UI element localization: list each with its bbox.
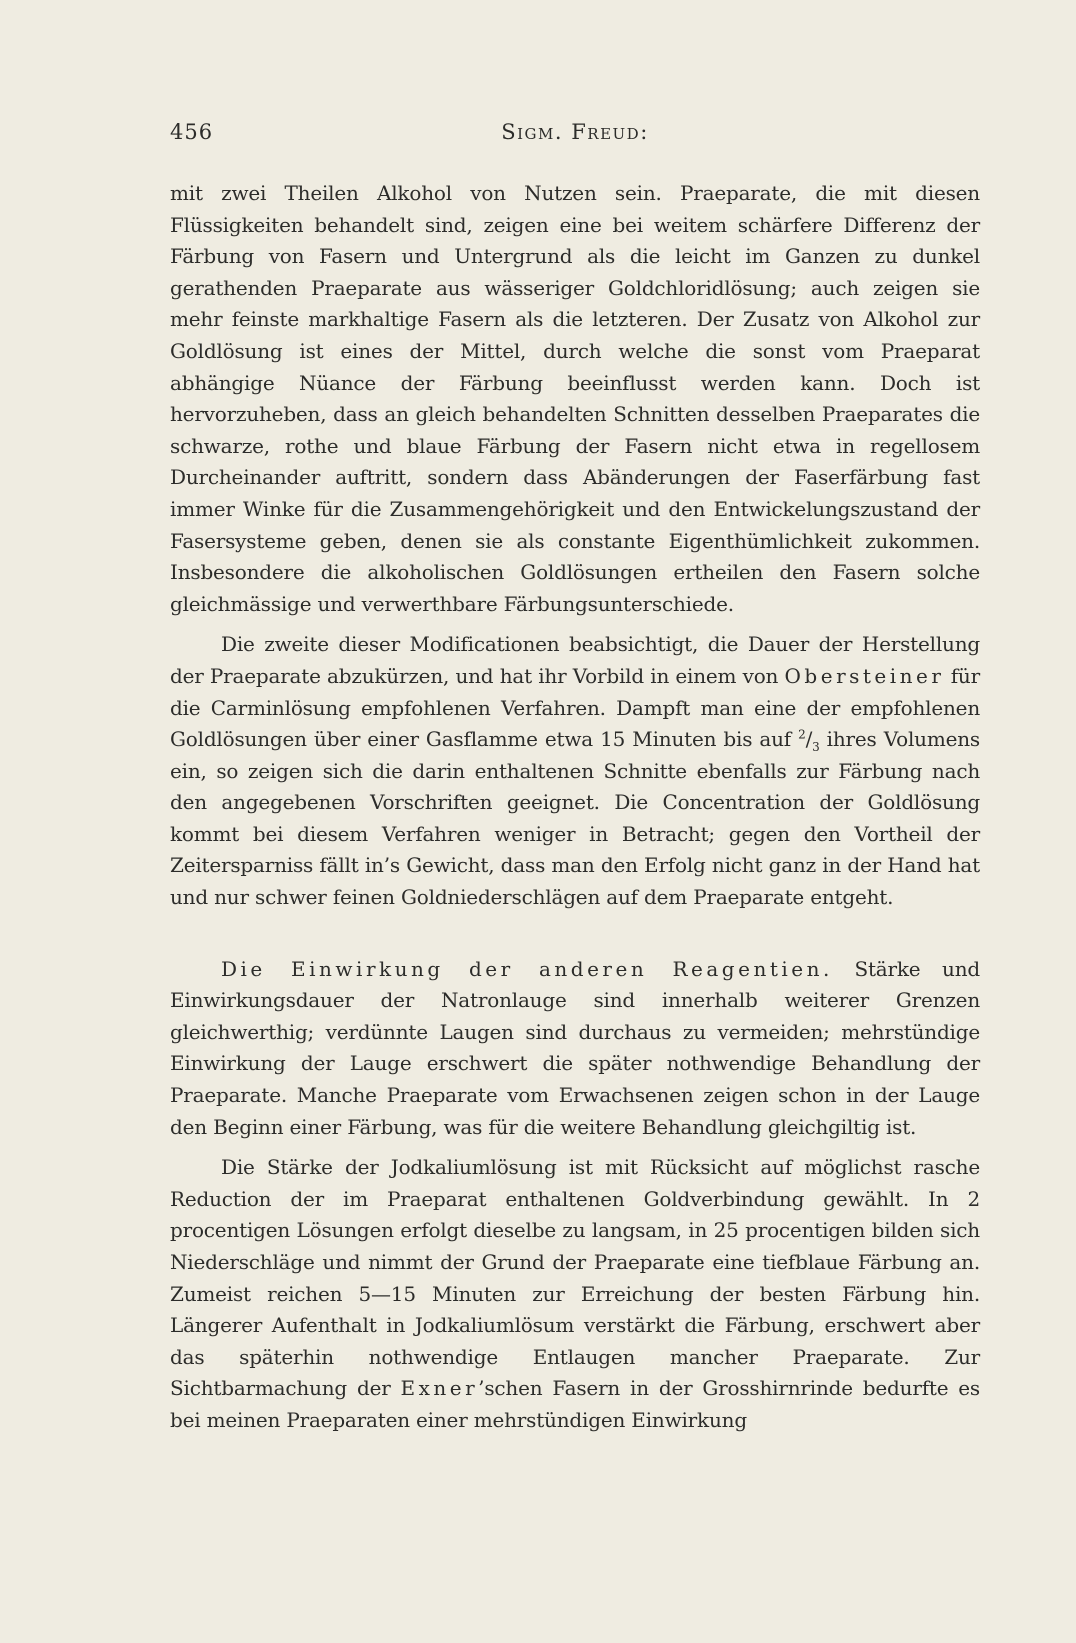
paragraph-4-text-b: ’schen Fasern in der Grosshirnrinde bedurfte es bei meinen Praeparaten einer mehrstündigen Einwirkung [170,1376,980,1432]
fraction-denominator: 3 [812,740,820,755]
author-name-exner: Exner [400,1376,479,1401]
paragraph-3 [170,954,980,1144]
fraction-numerator: 2 [798,727,806,742]
section-heading: Die Einwirkung der anderen Reagentien. [221,956,833,981]
paragraph-gap [170,620,980,629]
paragraph-2: Die zweite dieser Modificationen beabsichtigt, die Dauer der Herstellung der Praeparate abzukürzen, und hat ihr Vorbild in einem von Obersteiner für die Carminlösung empfohlenen Verfahren. Dampft man eine der empfohlenen Goldlösungen über einer Gasflamme etwa 15 Minuten bis auf $^2/_3$ ihres Volumens ein, so zeigen sich die darin enthaltenen Schnitte ebenfalls zur Färbung nach den angegebenen Vorschriften geeignet. Die Concentration der Goldlösung kommt bei diesem Verfahren weniger in Betracht; gegen den Vortheil der Zeitersparniss fällt in’s Gewicht, dass man den Erfolg nicht ganz in der Hand hat und nur schwer feinen Goldniederschlägen auf dem Praeparate entgeht. [170,632,980,910]
paragraph-1 [170,178,980,620]
page-number: 456 [170,120,214,144]
author-name-obersteiner: Obersteiner [784,663,945,688]
running-head: Sigm. Freud: [501,120,649,144]
paragraph-4-text-a: Die Stärke der Jodkaliumlösung ist mit Rücksicht auf möglichst rasche Reduction der im Praeparat enthaltenen Goldverbindung gewählt. In 2 procentigen Lösungen erfolgt dieselbe zu langsam, in 25 procentigen bilden sich Niederschläge und nimmt der Grund der Praeparate eine tiefblaue Färbung an. Zumeist reichen 5—15 Minuten zur Erreichung der besten Färbung hin. Längerer Aufenthalt in Jodkaliumlösum verstärkt die Färbung, erschwert aber das späterhin nothwendige Entlaugen mancher Praeparate. Zur Sichtbarmachung der [170,1155,980,1401]
section-gap [170,914,980,954]
page-header [170,120,980,154]
paragraph-gap [170,1143,980,1152]
paragraph-2-text-a: Die zweite dieser Modificationen beabsichtigt, die Dauer der Herstellung der Praeparate abzukürzen, und hat ihr Vorbild in einem von [170,632,980,688]
paragraph-4 [170,1152,980,1436]
paragraph-1-text: mit zwei Theilen Alkohol von Nutzen sein. Praeparate, die mit diesen Flüssigkeiten behandelt sind, zeigen eine bei weitem schärfere Differenz der Färbung von Fasern und Untergrund als die leicht im Ganzen zu dunkel gerathenden Praeparate aus wässeriger Goldchloridlösung; auch zeigen sie mehr feinste markhaltige Fasern als die letzteren. Der Zusatz von Alkohol zur Goldlösung ist eines der Mittel, durch welche die sonst vom Praeparat abhängige Nüance der Färbung beeinflusst werden kann. Doch ist hervorzuheben, dass an gleich behandelten Schnitten desselben Praeparates die schwarze, rothe und blaue Färbung der Fasern nicht etwa in regellosem Durcheinander auftritt, sondern dass Abänderungen der Faserfärbung fast immer Winke für die Zusammengehörigkeit und den Entwickelungszustand der Fasersysteme geben, denen sie als constante Eigenthümlichkeit zukommen. Insbesondere die alkoholischen Goldlösungen ertheilen den Fasern solche gleichmässige und verwerthbare Färbungsunterschiede. [170,181,980,616]
paragraph-3-text: Stärke und Einwirkungsdauer der Natronlauge sind innerhalb weiterer Grenzen gleichwerthig; verdünnte Laugen sind durchaus zu vermeiden; mehrstündige Einwirkung der Lauge erschwert die später nothwendige Behandlung der Praeparate. Manche Praeparate vom Erwachsenen zeigen schon in der Lauge den Beginn einer Färbung, was für die weitere Behandlung gleichgiltig ist. [170,956,980,1139]
paragraph-2-text-c: ihres Volumens ein, so zeigen sich die darin enthaltenen Schnitte ebenfalls zur Färbung nach den angegebenen Vorschriften geeignet. Die Concentration der Goldlösung kommt bei diesem Verfahren weniger in Betracht; gegen den Vortheil der Zeitersparniss fällt in’s Gewicht, dass man den Erfolg nicht ganz in der Hand hat und nur schwer feinen Goldniederschlägen auf dem Praeparate entgeht. [170,727,980,910]
paragraph-2-text-b: für die Carminlösung empfohlenen Verfahren. Dampft man eine der empfohlenen Goldlösungen über einer Gasflamme etwa 15 Minuten bis auf [170,663,980,752]
body-text [170,178,980,1437]
